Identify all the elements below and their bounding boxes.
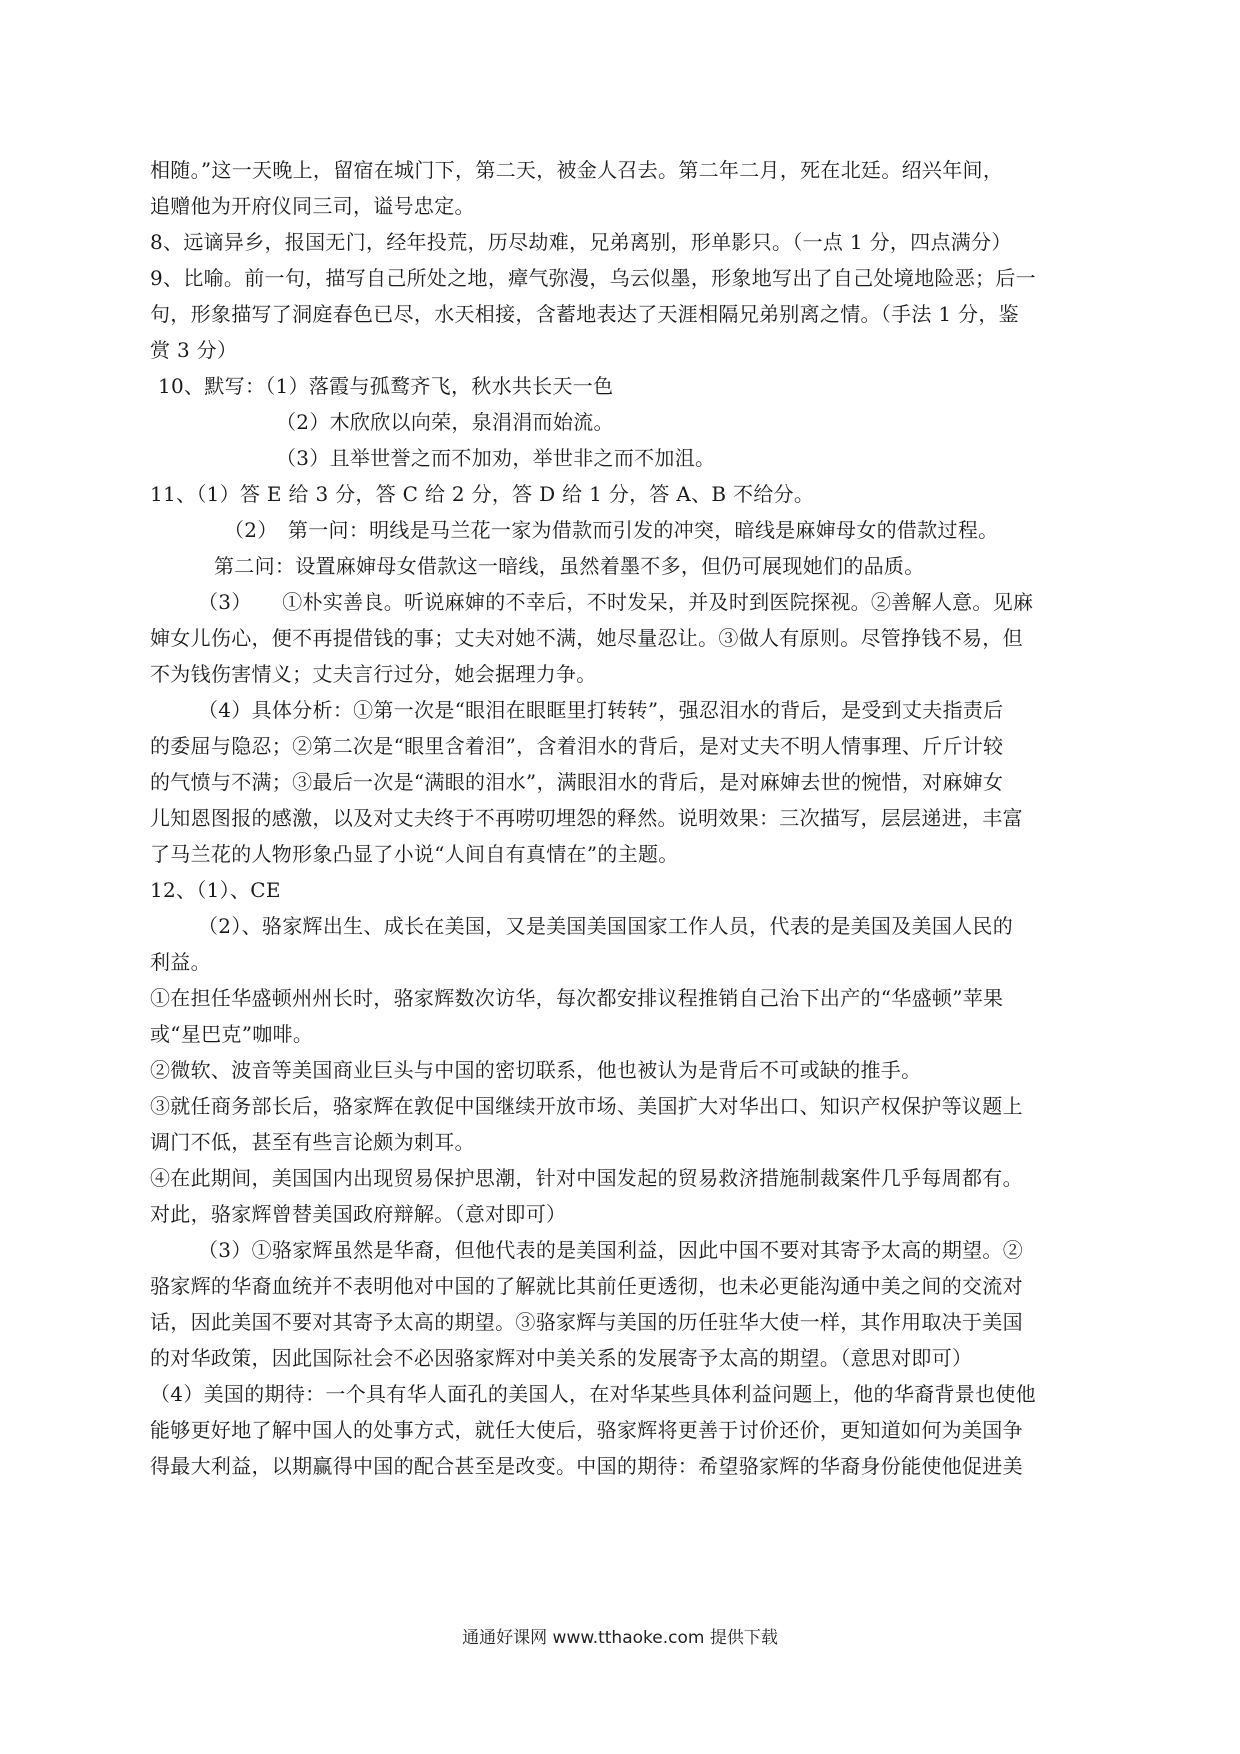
document-body (150, 152, 1090, 1602)
text-line: 骆家辉的华裔血统并不表明他对中国的了解就比其前任更透彻，也未必更能沟通中美之间的交流对 (150, 1274, 1023, 1298)
answer-8: 8、远谪异乡，报国无门，经年投荒，历尽劫难，兄弟离别，形单影只。（一点 1 分，四点满分） (150, 230, 1012, 254)
text-line: 能够更好地了解中国人的处事方式，就任大使后，骆家辉将更善于讨价还价，更知道如何为美国争 (150, 1418, 1023, 1442)
page-footer: 通通好课网 www.tthaoke.com 提供下载 (462, 1628, 778, 1648)
text-line: （2）、骆家辉出生、成长在美国，又是美国美国国家工作人员，代表的是美国及美国人民的 (198, 914, 1014, 938)
text-line: （3） ①朴实善良。听说麻婶的不幸后，不时发呆，并及时到医院探视。②善解人意。见麻 (198, 590, 1034, 614)
text-line: （2）木欣欣以向荣，泉涓涓而始流。 (276, 410, 614, 434)
text-line: 追赠他为开府仪同三司，谥号忠定。 (150, 194, 475, 218)
text-line: （2） 第一问：明线是马兰花一家为借款而引发的冲突，暗线是麻婶母女的借款过程。 (224, 518, 999, 542)
text-line: 调门不低，甚至有些言论颇为刺耳。 (150, 1130, 475, 1154)
text-line: 赏 3 分） (150, 338, 238, 362)
text-line: ②微软、波音等美国商业巨头与中国的密切联系，他也被认为是背后不可或缺的推手。 (150, 1058, 922, 1082)
text-line: ③就任商务部长后，骆家辉在敦促中国继续开放市场、美国扩大对华出口、知识产权保护等议题上 (150, 1094, 1023, 1118)
text-line: （4）美国的期待：一个具有华人面孔的美国人，在对华某些具体利益问题上，他的华裔背景也使他 (150, 1382, 1036, 1406)
text-line: 的对华政策，因此国际社会不必因骆家辉对中美关系的发展寄予太高的期望。（意思对即可） (150, 1346, 973, 1370)
text-line: 不为钱伤害情义；丈夫言行过分，她会据理力争。 (150, 662, 597, 686)
text-line: 对此，骆家辉曾替美国政府辩解。（意对即可） (150, 1202, 567, 1226)
answer-9: 9、比喻。前一句，描写自己所处之地，瘴气弥漫，乌云似墨，形象地写出了自己处境地险恶；后一 (150, 266, 1036, 290)
text-line: 得最大利益，以期赢得中国的配合甚至是改变。中国的期待：希望骆家辉的华裔身份能使他促进美 (150, 1454, 1023, 1478)
text-line: 话，因此美国不要对其寄予太高的期望。③骆家辉与美国的历任驻华大使一样，其作用取决于美国 (150, 1310, 1023, 1334)
text-line: （3）①骆家辉虽然是华裔，但他代表的是美国利益，因此中国不要对其寄予太高的期望。② (198, 1238, 1024, 1262)
text-line: ④在此期间，美国国内出现贸易保护思潮，针对中国发起的贸易救济措施制裁案件几乎每周都有。 (150, 1166, 1023, 1190)
text-line: 的气愤与不满；③最后一次是“满眼的泪水”，满眼泪水的背后，是对麻婶去世的惋惜，对麻婶女 (150, 770, 1004, 794)
text-line: ①在担任华盛顿州州长时，骆家辉数次访华，每次都安排议程推销自己治下出产的“华盛顿”苹果 (150, 986, 1004, 1010)
text-line: 或“星巴克”咖啡。 (150, 1022, 314, 1046)
text-line: 利益。 (150, 950, 211, 974)
text-line: 儿知恩图报的感激，以及对丈夫终于不再唠叨埋怨的释然。说明效果：三次描写，层层递进，丰富 (150, 806, 1023, 830)
text-line: 婶女儿伤心，便不再提借钱的事；丈夫对她不满，她尽量忍让。③做人有原则。尽管挣钱不易，但 (150, 626, 1023, 650)
text-line: 第二问：设置麻婶母女借款这一暗线，虽然着墨不多，但仍可展现她们的品质。 (214, 554, 925, 578)
answer-11: 11、（1）答 E 给 3 分，答 C 给 2 分，答 D 给 1 分，答 A、B 不给分。 (150, 482, 815, 506)
answer-10: 10、默写：（1）落霞与孤鹜齐飞，秋水共长天一色 (158, 374, 614, 398)
text-line: 句，形象描写了洞庭春色已尽，水天相接，含蓄地表达了天涯相隔兄弟别离之情。（手法 1 分，鉴 (150, 302, 1019, 326)
answer-12: 12、（1）、CE (150, 878, 281, 902)
text-line: （3）且举世誉之而不加劝，举世非之而不加沮。 (276, 446, 716, 470)
text-line: 了马兰花的人物形象凸显了小说“人间自有真情在”的主题。 (150, 842, 679, 866)
text-line: 相随。”这一天晚上，留宿在城门下，第二天，被金人召去。第二年二月，死在北廷。绍兴年间， (150, 158, 1004, 182)
text-line: 的委屈与隐忍；②第二次是“眼里含着泪”，含着泪水的背后，是对丈夫不明人情事理、斤斤计较 (150, 734, 1004, 758)
text-line: （4）具体分析：①第一次是“眼泪在眼眶里打转转”，强忍泪水的背后，是受到丈夫指责后 (198, 698, 1004, 722)
